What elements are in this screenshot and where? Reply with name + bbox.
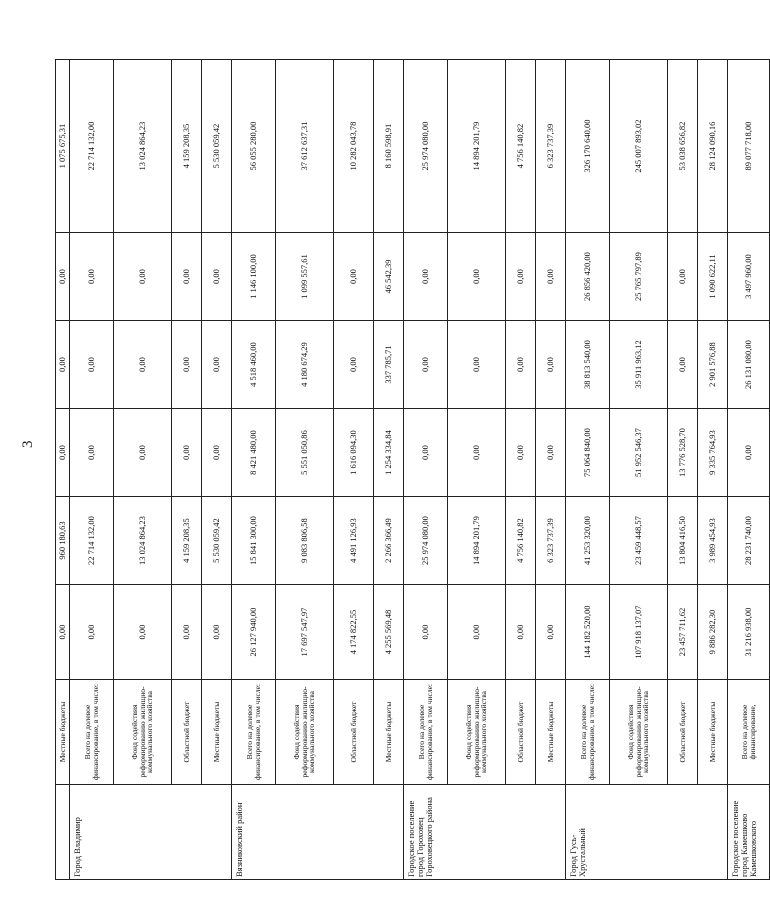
- amount-cell: 41 253 320,00: [566, 497, 610, 585]
- amount-cell: 4 756 140,82: [506, 60, 536, 233]
- amount-cell: 1 090 622,11: [698, 233, 728, 321]
- amount-cell: 5 530 059,42: [202, 497, 232, 585]
- amount-cell: 4 159 208,35: [172, 497, 202, 585]
- amount-cell: 26 127 940,00: [232, 585, 276, 680]
- amount-cell: 3 989 454,93: [698, 497, 728, 585]
- amount-cell: 960 180,63: [56, 497, 70, 585]
- amount-cell: 9 335 764,93: [698, 409, 728, 497]
- territory-cell: [56, 785, 70, 880]
- amount-cell: 9 886 282,30: [698, 585, 728, 680]
- amount-cell: 23 457 711,62: [668, 585, 698, 680]
- amount-cell: 0,00: [334, 321, 374, 409]
- amount-cell: 26 856 420,00: [566, 233, 610, 321]
- amount-cell: 5 530 059,42: [202, 60, 232, 233]
- table-row: [334, 60, 374, 880]
- amount-cell: 4 159 208,35: [172, 60, 202, 233]
- amount-cell: 10 282 043,78: [334, 60, 374, 233]
- amount-cell: 4 180 674,29: [276, 321, 334, 409]
- amount-cell: 13 024 864,23: [114, 60, 172, 233]
- amount-cell: 37 612 637,31: [276, 60, 334, 233]
- amount-cell: 6 323 737,39: [536, 497, 566, 585]
- amount-cell: 0,00: [70, 233, 114, 321]
- amount-cell: 0,00: [404, 585, 448, 680]
- amount-cell: 0,00: [202, 585, 232, 680]
- amount-cell: 0,00: [114, 409, 172, 497]
- rotated-table-container: [55, 60, 758, 880]
- amount-cell: 0,00: [506, 321, 536, 409]
- amount-cell: 28 124 090,16: [698, 60, 728, 233]
- funding-source-label: Местные бюджеты: [202, 680, 232, 785]
- amount-cell: 0,00: [114, 233, 172, 321]
- table-row: [668, 60, 698, 880]
- amount-cell: 8 160 598,91: [374, 60, 404, 233]
- amount-cell: 0,00: [668, 233, 698, 321]
- page-number: 3: [20, 440, 36, 448]
- amount-cell: 23 459 448,57: [610, 497, 668, 585]
- amount-cell: 15 841 300,00: [232, 497, 276, 585]
- territory-cell: Городское поселение город Гороховец Гороховецкого района: [404, 785, 566, 880]
- table-row: [70, 60, 114, 880]
- amount-cell: 56 055 280,00: [232, 60, 276, 233]
- amount-cell: 4 518 460,00: [232, 321, 276, 409]
- amount-cell: 0,00: [448, 321, 506, 409]
- amount-cell: 53 038 656,82: [668, 60, 698, 233]
- amount-cell: 0,00: [70, 409, 114, 497]
- table-row: [232, 60, 276, 880]
- funding-source-label: Местные бюджеты: [698, 680, 728, 785]
- amount-cell: 0,00: [114, 585, 172, 680]
- amount-cell: 337 785,71: [374, 321, 404, 409]
- territory-cell: Город Владимир: [70, 785, 232, 880]
- funding-source-label: Местные бюджеты: [56, 680, 70, 785]
- table-row: [698, 60, 728, 880]
- amount-cell: 1 099 557,61: [276, 233, 334, 321]
- table-body: [56, 60, 770, 880]
- amount-cell: 0,00: [506, 233, 536, 321]
- amount-cell: 22 714 132,00: [70, 60, 114, 233]
- amount-cell: 326 170 640,00: [566, 60, 610, 233]
- amount-cell: 25 765 797,89: [610, 233, 668, 321]
- amount-cell: 13 804 416,50: [668, 497, 698, 585]
- amount-cell: 0,00: [56, 409, 70, 497]
- amount-cell: 75 064 840,00: [566, 409, 610, 497]
- amount-cell: 0,00: [202, 233, 232, 321]
- amount-cell: 4 255 569,48: [374, 585, 404, 680]
- amount-cell: 0,00: [536, 233, 566, 321]
- amount-cell: 0,00: [536, 409, 566, 497]
- amount-cell: 0,00: [404, 409, 448, 497]
- amount-cell: 2 901 576,88: [698, 321, 728, 409]
- amount-cell: 1 146 100,00: [232, 233, 276, 321]
- amount-cell: 6 323 737,39: [536, 60, 566, 233]
- financing-table: [55, 59, 770, 880]
- amount-cell: 0,00: [404, 321, 448, 409]
- table-row: [374, 60, 404, 880]
- amount-cell: 0,00: [172, 233, 202, 321]
- amount-cell: 26 131 080,00: [728, 321, 770, 409]
- amount-cell: 0,00: [728, 409, 770, 497]
- amount-cell: 8 421 480,00: [232, 409, 276, 497]
- amount-cell: 25 974 080,00: [404, 60, 448, 233]
- table-row: [610, 60, 668, 880]
- territory-cell: Вязниковский район: [232, 785, 404, 880]
- table-row: [728, 60, 770, 880]
- table-row: [448, 60, 506, 880]
- amount-cell: 35 911 963,12: [610, 321, 668, 409]
- amount-cell: 4 174 822,55: [334, 585, 374, 680]
- amount-cell: 0,00: [202, 409, 232, 497]
- funding-source-label: Областной бюджет: [668, 680, 698, 785]
- table-row: [114, 60, 172, 880]
- amount-cell: 0,00: [56, 321, 70, 409]
- table-row: [404, 60, 448, 880]
- amount-cell: 0,00: [506, 585, 536, 680]
- amount-cell: 0,00: [334, 233, 374, 321]
- funding-source-label: Фонд содействия реформированию жилищно-коммунального хозяйства: [114, 680, 172, 785]
- amount-cell: 5 551 050,86: [276, 409, 334, 497]
- funding-source-label: Всего на долевое финансирование, в том числе:: [232, 680, 276, 785]
- funding-source-label: Всего на долевое финансирование,: [728, 680, 770, 785]
- amount-cell: 0,00: [56, 585, 70, 680]
- table-row: [536, 60, 566, 880]
- amount-cell: 38 813 540,00: [566, 321, 610, 409]
- funding-source-label: Всего на долевое финансирование, в том числе:: [566, 680, 610, 785]
- table-row: [172, 60, 202, 880]
- amount-cell: 0,00: [56, 233, 70, 321]
- amount-cell: 107 918 137,07: [610, 585, 668, 680]
- amount-cell: 0,00: [448, 585, 506, 680]
- amount-cell: 0,00: [114, 321, 172, 409]
- amount-cell: 28 231 740,00: [728, 497, 770, 585]
- amount-cell: 0,00: [536, 585, 566, 680]
- amount-cell: 14 894 201,79: [448, 60, 506, 233]
- amount-cell: 25 974 080,00: [404, 497, 448, 585]
- amount-cell: 3 497 960,00: [728, 233, 770, 321]
- amount-cell: 14 894 201,79: [448, 497, 506, 585]
- table-row: [276, 60, 334, 880]
- funding-source-label: Областной бюджет: [334, 680, 374, 785]
- amount-cell: 0,00: [506, 409, 536, 497]
- amount-cell: 13 776 528,70: [668, 409, 698, 497]
- amount-cell: 0,00: [448, 409, 506, 497]
- table-row: [566, 60, 610, 880]
- amount-cell: 0,00: [448, 233, 506, 321]
- table-row: [506, 60, 536, 880]
- table-row: [56, 60, 70, 880]
- amount-cell: 13 024 864,23: [114, 497, 172, 585]
- amount-cell: 9 083 806,58: [276, 497, 334, 585]
- amount-cell: 144 182 520,00: [566, 585, 610, 680]
- amount-cell: 0,00: [668, 321, 698, 409]
- amount-cell: 1 075 675,31: [56, 60, 70, 233]
- amount-cell: 0,00: [536, 321, 566, 409]
- funding-source-label: Областной бюджет: [172, 680, 202, 785]
- funding-source-label: Местные бюджеты: [374, 680, 404, 785]
- funding-source-label: Фонд содействия реформированию жилищно-коммунального хозяйства: [448, 680, 506, 785]
- amount-cell: 1 616 094,30: [334, 409, 374, 497]
- amount-cell: 0,00: [70, 321, 114, 409]
- amount-cell: 89 077 718,00: [728, 60, 770, 233]
- amount-cell: 0,00: [172, 585, 202, 680]
- amount-cell: 4 756 140,82: [506, 497, 536, 585]
- funding-source-label: Всего на долевое финансирование, в том числе:: [404, 680, 448, 785]
- amount-cell: 0,00: [70, 585, 114, 680]
- amount-cell: 0,00: [172, 321, 202, 409]
- amount-cell: 31 216 938,00: [728, 585, 770, 680]
- amount-cell: 245 007 893,02: [610, 60, 668, 233]
- amount-cell: 1 254 334,84: [374, 409, 404, 497]
- amount-cell: 0,00: [202, 321, 232, 409]
- territory-cell: Город Гусь-Хрустальный: [566, 785, 728, 880]
- amount-cell: 46 542,39: [374, 233, 404, 321]
- amount-cell: 2 266 366,49: [374, 497, 404, 585]
- funding-source-label: Областной бюджет: [506, 680, 536, 785]
- table-row: [202, 60, 232, 880]
- amount-cell: 51 952 546,37: [610, 409, 668, 497]
- amount-cell: 4 491 126,93: [334, 497, 374, 585]
- funding-source-label: Местные бюджеты: [536, 680, 566, 785]
- amount-cell: 17 697 547,97: [276, 585, 334, 680]
- amount-cell: 0,00: [172, 409, 202, 497]
- funding-source-label: Фонд содействия реформированию жилищно-коммунального хозяйства: [276, 680, 334, 785]
- funding-source-label: Всего на долевое финансирование, в том числе:: [70, 680, 114, 785]
- funding-source-label: Фонд содействия реформированию жилищно-коммунального хозяйства: [610, 680, 668, 785]
- territory-cell: Городское поселение город Камешково Камешковского: [728, 785, 770, 880]
- amount-cell: 22 714 132,00: [70, 497, 114, 585]
- amount-cell: 0,00: [404, 233, 448, 321]
